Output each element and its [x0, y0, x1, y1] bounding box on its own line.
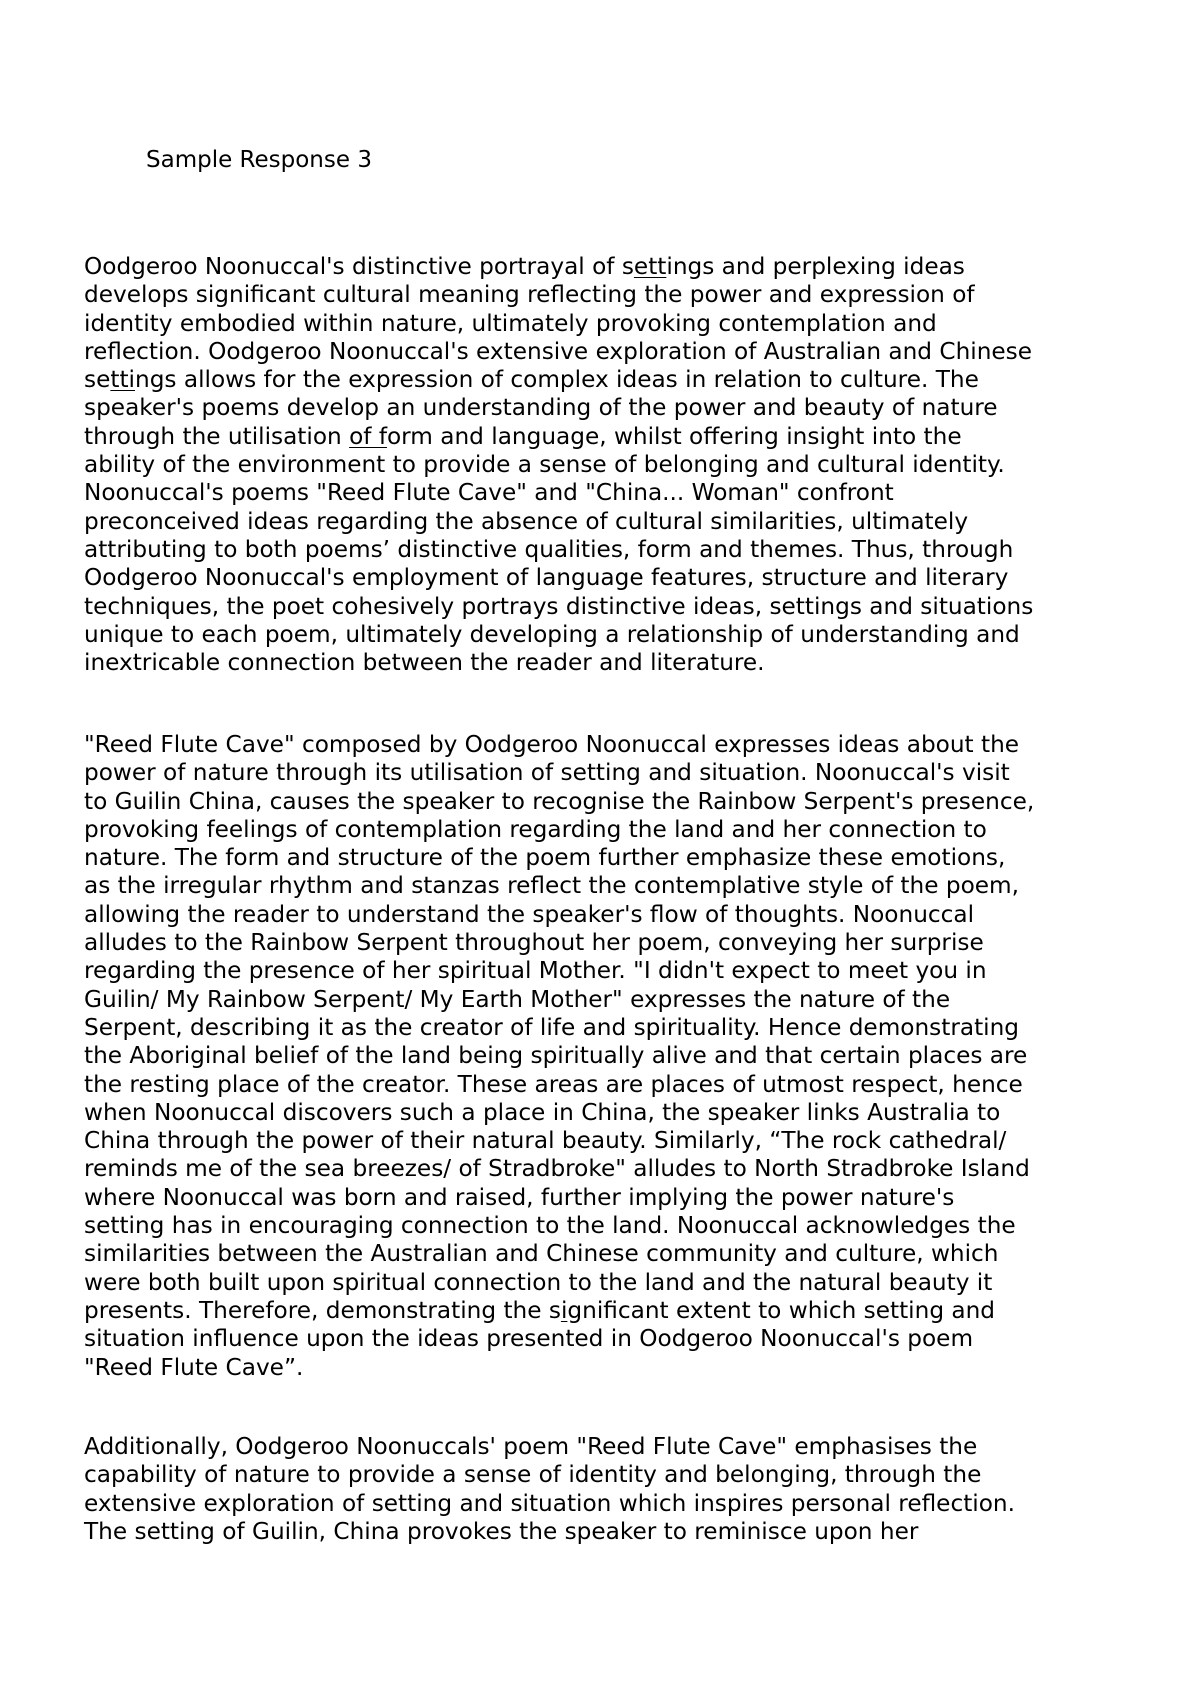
text-segment: Serpent, describing it as the creator of life and spirituality. Hence demonstrating — [84, 1013, 1020, 1041]
text-line — [84, 281, 1033, 309]
text-segment: gnificant extent to which setting and — [567, 1296, 996, 1324]
text-line — [84, 1184, 1034, 1212]
text-line — [84, 1490, 1015, 1518]
text-line — [84, 1433, 1015, 1461]
text-segment: where Noonuccal was born and raised, further implying the power nature's — [84, 1183, 955, 1211]
text-segment: similarities between the Australian and Chinese community and culture, which — [84, 1240, 999, 1268]
underlined-text: ett — [633, 253, 667, 280]
text-segment: unique to each poem, ultimately developing a relationship of understanding and — [84, 620, 1020, 648]
text-segment: the Aboriginal belief of the land being spiritually alive and that certain places are — [84, 1042, 1028, 1070]
text-line — [84, 338, 1033, 366]
text-line — [84, 310, 1033, 338]
text-line — [84, 451, 1033, 479]
text-segment: extensive exploration of setting and situation which inspires personal reflection. — [84, 1489, 1015, 1517]
text-line — [84, 508, 1033, 536]
text-line — [84, 593, 1033, 621]
text-segment: provoking feelings of contemplation regarding the land and her connection to — [84, 815, 987, 843]
text-segment: ings and perplexing ideas — [666, 253, 965, 280]
text-line — [84, 788, 1034, 816]
text-line — [84, 929, 1034, 957]
text-line — [84, 649, 1033, 677]
text-segment: through the utilisation — [84, 422, 350, 450]
text-line — [84, 564, 1033, 592]
text-segment: techniques, the poet cohesively portrays distinctive ideas, settings and situations — [84, 592, 1034, 620]
text-segment: speaker's poems develop an understanding of the power and beauty of nature — [84, 394, 998, 422]
document-title: Sample Response 3 — [146, 147, 372, 173]
text-line — [84, 901, 1034, 929]
text-segment: preconceived ideas regarding the absence of cultural similarities, ultimately — [84, 507, 969, 535]
text-segment: reminds me of the sea breezes/ of Stradbroke" alludes to North Stradbroke Island — [84, 1155, 1030, 1183]
underlined-text: tti — [110, 366, 135, 394]
text-line — [84, 536, 1033, 564]
text-segment: setting has in encouraging connection to the land. Noonuccal acknowledges the — [84, 1212, 1016, 1240]
text-line — [84, 816, 1034, 844]
text-line — [84, 1325, 1034, 1353]
text-line — [84, 1269, 1034, 1297]
text-line — [84, 1518, 1015, 1546]
text-segment: alludes to the Rainbow Serpent throughout her poem, conveying her surprise — [84, 929, 984, 957]
text-line — [84, 1461, 1015, 1489]
text-segment: regarding the presence of her spiritual Mother. "I didn't expect to meet you in — [84, 957, 987, 985]
text-line — [84, 1014, 1034, 1042]
text-line — [84, 731, 1034, 759]
text-segment: when Noonuccal discovers such a place in China, the speaker links Australia to — [84, 1098, 1001, 1126]
text-segment: ngs allows for the expression of complex ideas in relation to culture. The — [135, 366, 979, 394]
text-segment: inextricable connection between the reader and literature. — [84, 649, 765, 677]
text-line — [84, 1099, 1034, 1127]
text-line — [84, 872, 1034, 900]
text-segment: China through the power of their natural beauty. Similarly, “The rock cathedral/ — [84, 1127, 1007, 1155]
text-segment: reflection. Oodgeroo Noonuccal's extensive exploration of Australian and Chinese — [84, 337, 1033, 365]
text-line — [84, 1071, 1034, 1099]
text-segment: ability of the environment to provide a sense of belonging and cultural identity. — [84, 451, 1005, 479]
text-line — [84, 394, 1033, 422]
paragraph-body-1 — [84, 731, 1034, 1382]
text-segment: capability of nature to provide a sense of identity and belonging, through the — [84, 1461, 982, 1489]
text-segment: to Guilin China, causes the speaker to recognise the Rainbow Serpent's presence, — [84, 787, 1035, 815]
text-line — [84, 957, 1034, 985]
paragraph-introduction — [84, 253, 1033, 677]
text-segment: allowing the reader to understand the speaker's flow of thoughts. Noonuccal — [84, 900, 975, 928]
text-segment: nature. The form and structure of the poem further emphasize these emotions, — [84, 844, 1006, 872]
text-segment: the resting place of the creator. These areas are places of utmost respect, hence — [84, 1070, 1023, 1098]
text-segment: as the irregular rhythm and stanzas reflect the contemplative style of the poem, — [84, 872, 1019, 900]
text-line — [84, 253, 1033, 281]
underlined-text: of f — [349, 422, 387, 450]
text-segment: Additionally, Oodgeroo Noonuccals' poem "Reed Flute Cave" emphasises the — [84, 1433, 978, 1460]
text-segment: Noonuccal's poems "Reed Flute Cave" and "China... Woman" confront — [84, 479, 894, 507]
text-segment: identity embodied within nature, ultimately provoking contemplation and — [84, 309, 937, 337]
text-segment: presents. Therefore, demonstrating the s — [84, 1296, 561, 1324]
text-segment: Oodgeroo Noonuccal's distinctive portrayal of s — [84, 253, 634, 280]
text-line — [84, 1155, 1034, 1183]
text-segment: were both built upon spiritual connection to the land and the natural beauty it — [84, 1268, 993, 1296]
text-line — [84, 423, 1033, 451]
text-line — [84, 366, 1033, 394]
text-segment: "Reed Flute Cave”. — [84, 1353, 304, 1381]
text-line — [84, 844, 1034, 872]
text-segment: Guilin/ My Rainbow Serpent/ My Earth Mother" expresses the nature of the — [84, 985, 951, 1013]
text-segment: situation influence upon the ideas presented in Oodgeroo Noonuccal's poem — [84, 1325, 974, 1353]
text-line — [84, 1212, 1034, 1240]
text-segment: power of nature through its utilisation of setting and situation. Noonuccal's visit — [84, 759, 1010, 787]
text-line — [84, 1354, 1034, 1382]
text-line — [84, 479, 1033, 507]
text-line — [84, 1240, 1034, 1268]
text-segment: develops significant cultural meaning reflecting the power and expression of — [84, 281, 975, 309]
text-segment: attributing to both poems’ distinctive qualities, form and themes. Thus, through — [84, 535, 1014, 563]
text-segment: Oodgeroo Noonuccal's employment of language features, structure and literary — [84, 564, 1009, 592]
text-segment: orm and language, whilst offering insight into the — [386, 422, 962, 450]
text-segment: "Reed Flute Cave" composed by Oodgeroo Noonuccal expresses ideas about the — [84, 731, 1020, 758]
underlined-text: i — [560, 1296, 568, 1324]
text-line — [84, 1297, 1034, 1325]
text-segment: se — [84, 366, 111, 394]
text-line — [84, 1042, 1034, 1070]
paragraph-body-2 — [84, 1433, 1015, 1546]
text-line — [84, 986, 1034, 1014]
text-segment: The setting of Guilin, China provokes the speaker to reminisce upon her — [84, 1517, 919, 1545]
text-line — [84, 1127, 1034, 1155]
text-line — [84, 759, 1034, 787]
text-line — [84, 621, 1033, 649]
